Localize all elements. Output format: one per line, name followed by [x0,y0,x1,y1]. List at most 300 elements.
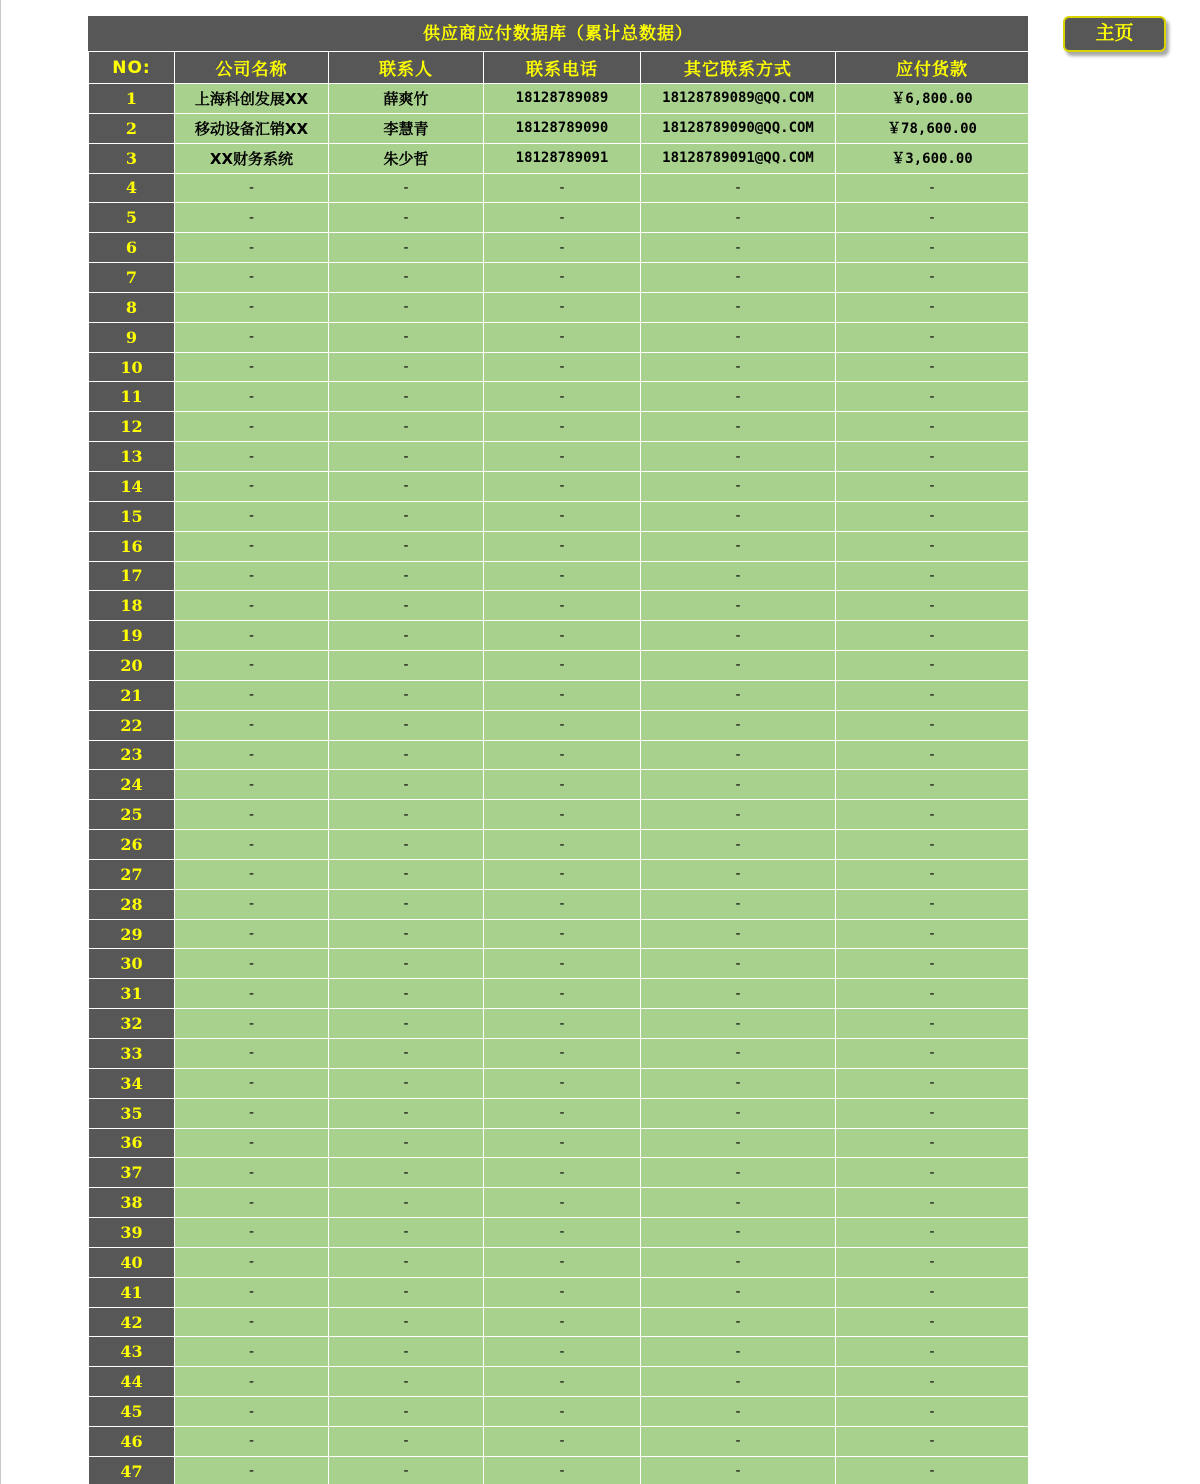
row-number[interactable]: 10 [89,352,175,382]
phone-cell[interactable]: - [484,1218,641,1248]
contact-person-cell[interactable]: - [329,1039,484,1069]
other-contact-cell[interactable]: - [641,1158,836,1188]
payable-cell[interactable]: - [836,1188,1029,1218]
payable-cell[interactable]: - [836,1098,1029,1128]
contact-person-cell[interactable]: - [329,621,484,651]
payable-cell[interactable]: - [836,233,1029,263]
payable-cell[interactable]: - [836,800,1029,830]
other-contact-cell[interactable]: - [641,621,836,651]
contact-person-cell[interactable]: - [329,710,484,740]
other-contact-cell[interactable]: - [641,382,836,412]
company-name-cell[interactable]: - [175,1158,329,1188]
row-number[interactable]: 17 [89,561,175,591]
company-name-cell[interactable]: - [175,770,329,800]
contact-person-cell[interactable]: - [329,1367,484,1397]
company-name-cell[interactable]: - [175,830,329,860]
column-header-payable[interactable]: 应付货款 [836,52,1029,84]
contact-person-cell[interactable]: - [329,1456,484,1484]
company-name-cell[interactable]: - [175,710,329,740]
row-number[interactable]: 22 [89,710,175,740]
contact-person-cell[interactable]: - [329,561,484,591]
row-number[interactable]: 9 [89,322,175,352]
payable-cell[interactable]: - [836,531,1029,561]
other-contact-cell[interactable]: - [641,770,836,800]
company-name-cell[interactable]: - [175,382,329,412]
phone-cell[interactable]: - [484,1337,641,1367]
phone-cell[interactable]: - [484,1039,641,1069]
other-contact-cell[interactable]: - [641,1039,836,1069]
other-contact-cell[interactable]: - [641,651,836,681]
contact-person-cell[interactable]: - [329,1068,484,1098]
payable-cell[interactable]: - [836,710,1029,740]
other-contact-cell[interactable]: - [641,680,836,710]
company-name-cell[interactable]: - [175,233,329,263]
row-number[interactable]: 13 [89,442,175,472]
column-header-no[interactable]: NO: [89,52,175,84]
company-name-cell[interactable]: 上海科创发展XX [175,84,329,114]
row-number[interactable]: 18 [89,591,175,621]
contact-person-cell[interactable]: - [329,501,484,531]
company-name-cell[interactable]: - [175,1039,329,1069]
contact-person-cell[interactable]: - [329,1426,484,1456]
company-name-cell[interactable]: - [175,1218,329,1248]
phone-cell[interactable]: - [484,621,641,651]
contact-person-cell[interactable]: - [329,203,484,233]
other-contact-cell[interactable]: - [641,501,836,531]
payable-cell[interactable]: - [836,1128,1029,1158]
contact-person-cell[interactable]: - [329,1098,484,1128]
row-number[interactable]: 40 [89,1247,175,1277]
other-contact-cell[interactable]: - [641,203,836,233]
contact-person-cell[interactable]: 李慧青 [329,113,484,143]
other-contact-cell[interactable]: - [641,1307,836,1337]
phone-cell[interactable]: - [484,412,641,442]
other-contact-cell[interactable]: - [641,1337,836,1367]
contact-person-cell[interactable]: - [329,1337,484,1367]
phone-cell[interactable]: - [484,710,641,740]
contact-person-cell[interactable]: - [329,442,484,472]
row-number[interactable]: 12 [89,412,175,442]
phone-cell[interactable]: 18128789089 [484,84,641,114]
row-number[interactable]: 42 [89,1307,175,1337]
payable-cell[interactable]: - [836,1039,1029,1069]
table-row [89,1009,1029,1039]
contact-person-cell[interactable]: - [329,352,484,382]
phone-cell[interactable]: - [484,322,641,352]
contact-person-cell[interactable]: - [329,1218,484,1248]
other-contact-cell[interactable]: - [641,1426,836,1456]
payable-cell[interactable]: - [836,1397,1029,1427]
payable-cell[interactable]: - [836,1367,1029,1397]
company-name-cell[interactable]: - [175,889,329,919]
other-contact-cell[interactable]: - [641,1456,836,1484]
table-row [89,84,1029,114]
phone-cell[interactable]: - [484,292,641,322]
other-contact-cell[interactable]: - [641,412,836,442]
company-name-cell[interactable]: - [175,1307,329,1337]
phone-cell[interactable]: - [484,1158,641,1188]
company-name-cell[interactable]: - [175,859,329,889]
other-contact-cell[interactable]: - [641,830,836,860]
other-contact-cell[interactable]: - [641,1128,836,1158]
contact-person-cell[interactable]: - [329,770,484,800]
company-name-cell[interactable]: - [175,352,329,382]
payable-cell[interactable]: - [836,1158,1029,1188]
row-number[interactable]: 34 [89,1068,175,1098]
phone-cell[interactable]: - [484,471,641,501]
payable-cell[interactable]: - [836,830,1029,860]
contact-person-cell[interactable]: - [329,800,484,830]
other-contact-cell[interactable]: - [641,531,836,561]
home-button[interactable]: 主页 [1063,16,1166,52]
other-contact-cell[interactable]: - [641,322,836,352]
payable-cell[interactable]: - [836,173,1029,203]
phone-cell[interactable]: - [484,1426,641,1456]
payable-cell[interactable]: - [836,1009,1029,1039]
row-number[interactable]: 31 [89,979,175,1009]
table-row [89,1337,1029,1367]
contact-person-cell[interactable]: - [329,1128,484,1158]
company-name-cell[interactable]: - [175,412,329,442]
column-header-other-contact[interactable]: 其它联系方式 [641,52,836,84]
payable-cell[interactable]: - [836,1337,1029,1367]
company-name-cell[interactable]: - [175,531,329,561]
contact-person-cell[interactable]: - [329,979,484,1009]
other-contact-cell[interactable]: - [641,173,836,203]
payable-cell[interactable]: - [836,621,1029,651]
phone-cell[interactable]: - [484,233,641,263]
contact-person-cell[interactable]: 薛爽竹 [329,84,484,114]
contact-person-cell[interactable]: - [329,292,484,322]
other-contact-cell[interactable]: - [641,889,836,919]
other-contact-cell[interactable]: - [641,1367,836,1397]
contact-person-cell[interactable]: - [329,680,484,710]
phone-cell[interactable]: - [484,1188,641,1218]
row-number[interactable]: 37 [89,1158,175,1188]
contact-person-cell[interactable]: - [329,949,484,979]
payable-cell[interactable]: - [836,1307,1029,1337]
payable-cell[interactable]: - [836,203,1029,233]
payable-cell[interactable]: - [836,263,1029,293]
other-contact-cell[interactable]: - [641,1188,836,1218]
other-contact-cell[interactable]: 18128789091@QQ.COM [641,143,836,173]
row-number[interactable]: 26 [89,830,175,860]
other-contact-cell[interactable]: - [641,710,836,740]
payable-cell[interactable]: - [836,949,1029,979]
contact-person-cell[interactable]: - [329,591,484,621]
contact-person-cell[interactable]: - [329,1188,484,1218]
company-name-cell[interactable]: - [175,1188,329,1218]
company-name-cell[interactable]: - [175,173,329,203]
phone-cell[interactable]: - [484,979,641,1009]
column-header-company[interactable]: 公司名称 [175,52,329,84]
supplier-payables-sheet [88,16,1028,1484]
phone-cell[interactable]: - [484,1397,641,1427]
company-name-cell[interactable]: - [175,680,329,710]
payable-cell[interactable]: - [836,591,1029,621]
row-number[interactable]: 5 [89,203,175,233]
other-contact-cell[interactable]: - [641,1068,836,1098]
row-number[interactable]: 45 [89,1397,175,1427]
contact-person-cell[interactable]: - [329,830,484,860]
contact-person-cell[interactable]: - [329,1307,484,1337]
contact-person-cell[interactable]: - [329,471,484,501]
table-row [89,1039,1029,1069]
row-number[interactable]: 6 [89,233,175,263]
contact-person-cell[interactable]: - [329,919,484,949]
row-number[interactable]: 47 [89,1456,175,1484]
contact-person-cell[interactable]: 朱少哲 [329,143,484,173]
table-row [89,1397,1029,1427]
phone-cell[interactable]: - [484,173,641,203]
row-number[interactable]: 1 [89,84,175,114]
phone-cell[interactable]: - [484,203,641,233]
company-name-cell[interactable]: - [175,292,329,322]
row-number[interactable]: 21 [89,680,175,710]
company-name-cell[interactable]: - [175,1128,329,1158]
other-contact-cell[interactable]: - [641,292,836,322]
row-number[interactable]: 44 [89,1367,175,1397]
other-contact-cell[interactable]: - [641,740,836,770]
company-name-cell[interactable]: - [175,1426,329,1456]
other-contact-cell[interactable]: - [641,471,836,501]
company-name-cell[interactable]: - [175,1277,329,1307]
column-header-contact[interactable]: 联系人 [329,52,484,84]
phone-cell[interactable]: - [484,1307,641,1337]
payable-cell[interactable]: - [836,442,1029,472]
other-contact-cell[interactable]: - [641,979,836,1009]
phone-cell[interactable]: - [484,1367,641,1397]
row-number[interactable]: 19 [89,621,175,651]
contact-person-cell[interactable]: - [329,173,484,203]
payable-cell[interactable]: - [836,412,1029,442]
contact-person-cell[interactable]: - [329,1009,484,1039]
company-name-cell[interactable]: - [175,621,329,651]
company-name-cell[interactable]: - [175,203,329,233]
row-number[interactable]: 14 [89,471,175,501]
phone-cell[interactable]: - [484,561,641,591]
other-contact-cell[interactable]: - [641,919,836,949]
phone-cell[interactable]: - [484,651,641,681]
payable-cell[interactable]: - [836,859,1029,889]
payable-cell[interactable]: - [836,471,1029,501]
other-contact-cell[interactable]: - [641,800,836,830]
phone-cell[interactable]: - [484,1277,641,1307]
phone-cell[interactable]: - [484,1098,641,1128]
phone-cell[interactable]: - [484,382,641,412]
company-name-cell[interactable]: - [175,800,329,830]
phone-cell[interactable]: - [484,919,641,949]
row-number[interactable]: 28 [89,889,175,919]
row-number[interactable]: 41 [89,1277,175,1307]
row-number[interactable]: 4 [89,173,175,203]
company-name-cell[interactable]: - [175,501,329,531]
other-contact-cell[interactable]: - [641,1397,836,1427]
column-header-phone[interactable]: 联系电话 [484,52,641,84]
phone-cell[interactable]: - [484,949,641,979]
payable-cell[interactable]: - [836,292,1029,322]
phone-cell[interactable]: - [484,501,641,531]
row-number[interactable]: 36 [89,1128,175,1158]
row-number[interactable]: 30 [89,949,175,979]
contact-person-cell[interactable]: - [329,740,484,770]
phone-cell[interactable]: - [484,800,641,830]
company-name-cell[interactable]: - [175,1367,329,1397]
phone-cell[interactable]: - [484,1128,641,1158]
phone-cell[interactable]: - [484,830,641,860]
row-number[interactable]: 32 [89,1009,175,1039]
contact-person-cell[interactable]: - [329,889,484,919]
other-contact-cell[interactable]: 18128789089@QQ.COM [641,84,836,114]
company-name-cell[interactable]: - [175,442,329,472]
company-name-cell[interactable]: - [175,1247,329,1277]
payable-cell[interactable]: - [836,651,1029,681]
contact-person-cell[interactable]: - [329,1277,484,1307]
phone-cell[interactable]: - [484,1247,641,1277]
payable-cell[interactable]: - [836,1456,1029,1484]
phone-cell[interactable]: 18128789091 [484,143,641,173]
contact-person-cell[interactable]: - [329,651,484,681]
other-contact-cell[interactable]: - [641,1098,836,1128]
phone-cell[interactable]: - [484,680,641,710]
other-contact-cell[interactable]: - [641,949,836,979]
row-number[interactable]: 20 [89,651,175,681]
row-number[interactable]: 3 [89,143,175,173]
table-row [89,442,1029,472]
contact-person-cell[interactable]: - [329,382,484,412]
row-number[interactable]: 38 [89,1188,175,1218]
row-number[interactable]: 15 [89,501,175,531]
company-name-cell[interactable]: - [175,740,329,770]
other-contact-cell[interactable]: - [641,233,836,263]
other-contact-cell[interactable]: - [641,263,836,293]
payable-cell[interactable]: - [836,1277,1029,1307]
phone-cell[interactable]: - [484,740,641,770]
payable-cell[interactable]: - [836,889,1029,919]
payable-cell[interactable]: ￥3,600.00 [836,143,1029,173]
row-number[interactable]: 11 [89,382,175,412]
payable-cell[interactable]: - [836,501,1029,531]
payable-cell[interactable]: - [836,919,1029,949]
payable-cell[interactable]: - [836,352,1029,382]
row-number[interactable]: 7 [89,263,175,293]
company-name-cell[interactable]: - [175,949,329,979]
other-contact-cell[interactable]: - [641,442,836,472]
company-name-cell[interactable]: - [175,1098,329,1128]
other-contact-cell[interactable]: - [641,591,836,621]
company-name-cell[interactable]: - [175,322,329,352]
company-name-cell[interactable]: - [175,1009,329,1039]
phone-cell[interactable]: - [484,591,641,621]
row-number[interactable]: 16 [89,531,175,561]
phone-cell[interactable]: 18128789090 [484,113,641,143]
payable-cell[interactable]: - [836,322,1029,352]
payable-cell[interactable]: - [836,561,1029,591]
contact-person-cell[interactable]: - [329,531,484,561]
other-contact-cell[interactable]: - [641,1218,836,1248]
contact-person-cell[interactable]: - [329,412,484,442]
phone-cell[interactable]: - [484,1068,641,1098]
contact-person-cell[interactable]: - [329,1158,484,1188]
contact-person-cell[interactable]: - [329,1247,484,1277]
payable-cell[interactable]: - [836,770,1029,800]
phone-cell[interactable]: - [484,352,641,382]
company-name-cell[interactable]: - [175,979,329,1009]
row-number[interactable]: 24 [89,770,175,800]
phone-cell[interactable]: - [484,859,641,889]
row-number[interactable]: 46 [89,1426,175,1456]
payable-cell[interactable]: - [836,1068,1029,1098]
other-contact-cell[interactable]: 18128789090@QQ.COM [641,113,836,143]
payable-cell[interactable]: - [836,740,1029,770]
row-number[interactable]: 8 [89,292,175,322]
contact-person-cell[interactable]: - [329,233,484,263]
other-contact-cell[interactable]: - [641,1009,836,1039]
contact-person-cell[interactable]: - [329,322,484,352]
table-row [89,919,1029,949]
company-name-cell[interactable]: - [175,1456,329,1484]
phone-cell[interactable]: - [484,442,641,472]
row-number[interactable]: 39 [89,1218,175,1248]
company-name-cell[interactable]: - [175,591,329,621]
phone-cell[interactable]: - [484,889,641,919]
contact-person-cell[interactable]: - [329,263,484,293]
table-row [89,322,1029,352]
table-row [89,710,1029,740]
other-contact-cell[interactable]: - [641,1247,836,1277]
payable-cell[interactable]: - [836,382,1029,412]
other-contact-cell[interactable]: - [641,859,836,889]
payable-cell[interactable]: - [836,680,1029,710]
row-number[interactable]: 2 [89,113,175,143]
other-contact-cell[interactable]: - [641,352,836,382]
other-contact-cell[interactable]: - [641,1277,836,1307]
contact-person-cell[interactable]: - [329,859,484,889]
company-name-cell[interactable]: - [175,1397,329,1427]
company-name-cell[interactable]: - [175,1068,329,1098]
company-name-cell[interactable]: - [175,919,329,949]
row-number[interactable]: 23 [89,740,175,770]
row-number[interactable]: 43 [89,1337,175,1367]
payable-cell[interactable]: ￥6,800.00 [836,84,1029,114]
phone-cell[interactable]: - [484,263,641,293]
payable-cell[interactable]: ￥78,600.00 [836,113,1029,143]
company-name-cell[interactable]: - [175,471,329,501]
company-name-cell[interactable]: - [175,651,329,681]
contact-person-cell[interactable]: - [329,1397,484,1427]
phone-cell[interactable]: - [484,1456,641,1484]
company-name-cell[interactable]: - [175,1337,329,1367]
payable-cell[interactable]: - [836,1247,1029,1277]
other-contact-cell[interactable]: - [641,561,836,591]
row-number[interactable]: 27 [89,859,175,889]
phone-cell[interactable]: - [484,531,641,561]
row-number[interactable]: 33 [89,1039,175,1069]
row-number[interactable]: 35 [89,1098,175,1128]
payable-cell[interactable]: - [836,1218,1029,1248]
company-name-cell[interactable]: - [175,263,329,293]
company-name-cell[interactable]: XX财务系统 [175,143,329,173]
table-row [89,382,1029,412]
payable-cell[interactable]: - [836,979,1029,1009]
phone-cell[interactable]: - [484,1009,641,1039]
phone-cell[interactable]: - [484,770,641,800]
payable-cell[interactable]: - [836,1426,1029,1456]
row-number[interactable]: 29 [89,919,175,949]
row-number[interactable]: 25 [89,800,175,830]
company-name-cell[interactable]: - [175,561,329,591]
company-name-cell[interactable]: 移动设备汇销XX [175,113,329,143]
